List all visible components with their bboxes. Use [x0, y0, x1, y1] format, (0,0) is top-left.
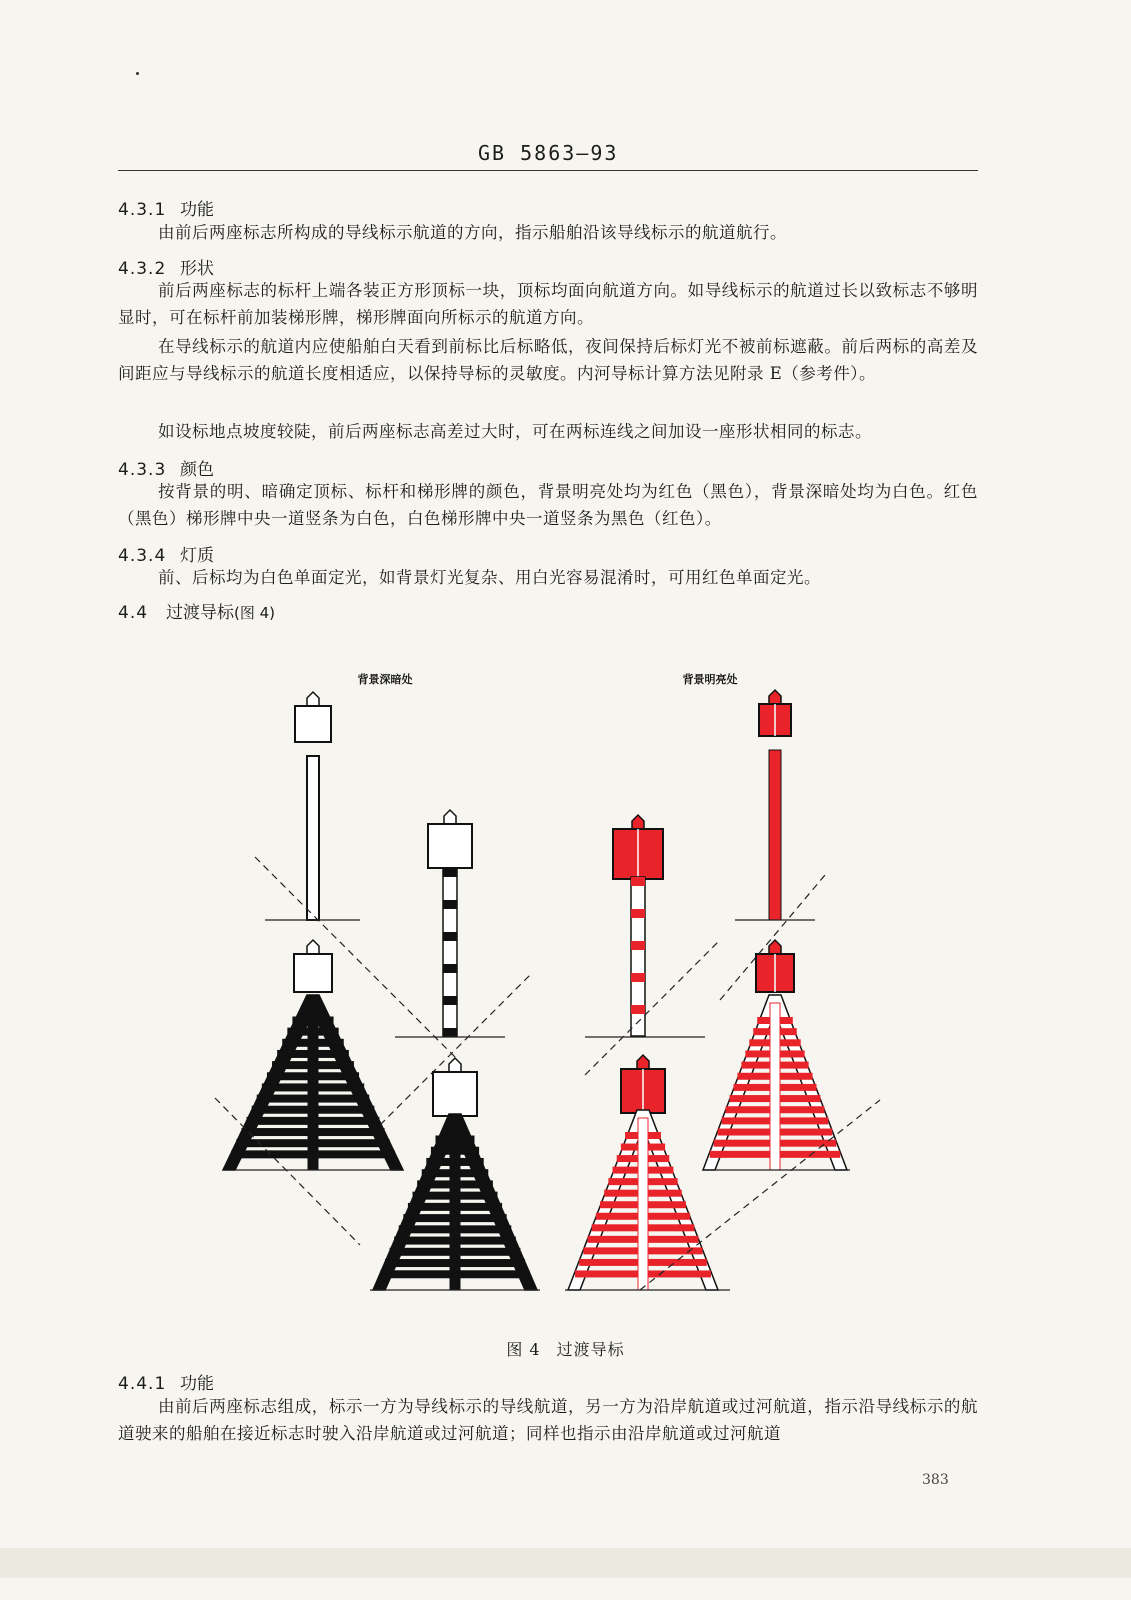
figure-reference: (图 4) — [234, 604, 276, 622]
dark-front2-topmark-board — [433, 1072, 477, 1116]
paragraph-4-4-1: 由前后两座标志组成，标示一方为导线标示的导线航道，另一方为沿岸航道或过河航道，指示沿导线标示的航道驶来的船舶在接近标志时驶入沿岸航道或过河航道；同样也指示由沿岸航道或过河航道 — [118, 1397, 978, 1443]
dark-rear-pole — [307, 756, 319, 920]
section-title: 功能 — [180, 1374, 214, 1394]
figure-caption — [0, 1337, 1131, 1360]
paragraph-4-3-4: 前、后标均为白色单面定光，如背景灯光复杂、用白光容易混淆时，可用红色单面定光。 — [158, 568, 821, 587]
label-bright-background: 背景明亮处 — [682, 673, 738, 686]
bright-rear-topmark-cap — [769, 690, 781, 704]
scan-edge-band — [0, 1548, 1131, 1578]
sightline — [255, 857, 455, 1057]
section-number: 4.3.2 — [118, 259, 167, 279]
dark-mid-pole-band — [443, 996, 457, 1005]
dark-mid-pole-band — [443, 964, 457, 973]
bright-mid-pole-band — [631, 941, 645, 950]
sightline — [585, 940, 720, 1075]
dark-rear-topmark-cap — [307, 692, 319, 706]
bright-front2-pyramid-center-stripe — [638, 1118, 648, 1290]
dark-front-topmark-cap — [307, 940, 319, 954]
section-title: 形状 — [180, 259, 214, 279]
figure-title: 过渡导标 — [556, 1340, 625, 1359]
section-title: 过渡导标 — [166, 603, 234, 623]
marks-layer — [215, 690, 880, 1290]
section-title: 功能 — [180, 200, 214, 220]
dark-front2-pyramid-center-stripe — [450, 1122, 460, 1290]
paragraph-4-3-2-a: 前后两座标志的标杆上端各装正方形顶标一块，顶标均面向航道方向。如导线标示的航道过长以致标志不够明显时，可在标杆前加装梯形牌，梯形牌面向所标示的航道方向。 — [118, 281, 978, 327]
scan-speck — [136, 72, 139, 75]
bright-mid-pole-band — [631, 1005, 645, 1014]
section-number: 4.4.1 — [118, 1374, 167, 1394]
figure-4-transition-leading-marks — [0, 640, 1131, 1330]
dark-mid-pole — [443, 868, 457, 1036]
section-title: 灯质 — [180, 546, 214, 566]
header-rule — [118, 170, 978, 171]
heading-4-3-3 — [118, 455, 214, 480]
section-number: 4.3.1 — [118, 200, 167, 220]
dark-mid-pole-band — [443, 1028, 457, 1036]
heading-4-3-1 — [118, 195, 214, 220]
bright-mid-pole-band — [631, 909, 645, 918]
dark-front-pyramid-center-stripe — [308, 1003, 318, 1170]
heading-4-3-4 — [118, 541, 214, 566]
bright-mid-topmark-cap — [632, 815, 644, 829]
dark-mid-topmark-cap — [444, 810, 456, 824]
heading-4-4-1 — [118, 1369, 214, 1394]
section-number: 4.3.3 — [118, 460, 167, 480]
standard-code: GB 5863—93 — [478, 141, 619, 165]
dark-mid-pole-band — [443, 868, 457, 877]
heading-4-3-2 — [118, 254, 214, 279]
dark-mid-pole-band — [443, 900, 457, 909]
bright-mid-pole-band — [631, 973, 645, 982]
paragraph-4-3-1: 由前后两座标志所构成的导线标示航道的方向，指示船舶沿该导线标示的航道航行。 — [158, 223, 787, 242]
bright-front-topmark-cap — [769, 940, 781, 954]
dark-mid-topmark-board — [428, 824, 472, 868]
section-number: 4.4 — [118, 603, 149, 623]
paragraph-4-3-2-b: 在导线标示的航道内应使船舶白天看到前标比后标略低，夜间保持后标灯光不被前标遮蔽。前后两标的高差及间距应与导线标示的航道长度相适应，以保持导标的灵敏度。内河导标计算方法见附录 E（参考件）。 — [118, 337, 978, 383]
dark-front-topmark-board — [294, 954, 332, 992]
figure-number: 图 4 — [506, 1340, 541, 1359]
page-number: 383 — [922, 1472, 949, 1488]
bright-front2-topmark-cap — [637, 1055, 649, 1069]
heading-4-4 — [118, 598, 275, 623]
paragraph-4-3-3: 按背景的明、暗确定顶标、标杆和梯形牌的颜色，背景明亮处均为红色（黑色），背景深暗处均为白色。红色（黑色）梯形牌中央一道竖条为白色，白色梯形牌中央一道竖条为黑色（红色）。 — [118, 482, 978, 528]
bright-mid-pole-band — [631, 877, 645, 886]
section-number: 4.3.4 — [118, 546, 167, 566]
label-dark-background: 背景深暗处 — [357, 673, 413, 686]
paragraph-4-3-2-c: 如设标地点坡度较陡，前后两座标志高差过大时，可在两标连线之间加设一座形状相同的标志。 — [158, 422, 872, 441]
dark-rear-topmark-board — [295, 706, 331, 742]
bright-front-pyramid-center-stripe — [770, 1003, 780, 1170]
bright-rear-pole — [769, 750, 781, 920]
dark-mid-pole-band — [443, 932, 457, 941]
dark-front2-topmark-cap — [449, 1058, 461, 1072]
section-title: 颜色 — [180, 460, 214, 480]
